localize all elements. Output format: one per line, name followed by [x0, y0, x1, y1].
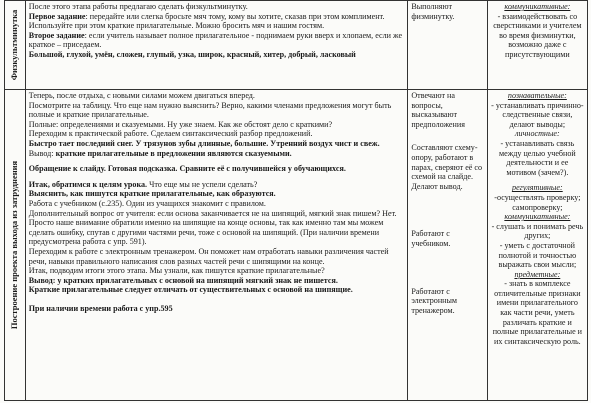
task-label: Первое задание: [28, 11, 86, 21]
student-text: Выполняют физминутку.: [411, 2, 455, 21]
stage-label: Физкультминутка: [9, 9, 20, 81]
task-label: Второе задание: [28, 30, 85, 40]
uud-text: - устанавливать причинно-следственные связи, делают выводы;: [491, 100, 584, 129]
lesson-plan-page: [4, 0, 588, 403]
uud-cell: [487, 90, 587, 401]
teacher-text: Переходим к практической работе. Сделаем синтаксический разбор предложений.: [28, 129, 313, 139]
teacher-text: [29, 12, 405, 31]
student-activity-cell: [408, 90, 487, 401]
spacer: [29, 295, 405, 304]
table-row-physical-break: [5, 1, 588, 90]
teacher-text: [29, 31, 405, 50]
task-text: : передайте или слегка бросьте мяч тому, кому вы хотите, сказав при этом комплимент. Используйте при этом краткие прилагательные. Можно бросить мяч и нашим гостям.: [28, 11, 385, 31]
uud-text: - слушать и понимать речь других;: [491, 221, 584, 241]
student-text: Отвечают на вопросы, высказывают предположения: [411, 91, 465, 129]
uud-text: - устанавливать связь между целью учебной деятельности и ее мотивом (зачем?).: [498, 138, 576, 177]
stage-cell: [5, 90, 26, 401]
uud-text: -осуществлять проверку;: [494, 192, 581, 202]
lesson-table: [4, 0, 588, 401]
teacher-text: [29, 180, 405, 190]
student-activity-cell: [408, 1, 487, 90]
conclusion: Вывод: у кратких прилагательных с основой на шипящий мягкий знак не пишется.: [28, 275, 338, 285]
uud-heading: предметные:: [514, 269, 561, 279]
task-text: : если учитель называет полное прилагательное - поднимаем руки вверх и хлопаем, если же краткое – приседаем.: [28, 30, 403, 50]
conclusion: [29, 149, 405, 159]
teacher-activity-cell: [25, 90, 408, 401]
teacher-text: Переходим к работе с электронным тренажером. Он поможет нам отработать навыки различения частей речи, навыки правильного написания слов разных частей речи с шипящими на конце.: [28, 246, 389, 266]
teacher-activity-cell: [25, 1, 408, 90]
teacher-text: Посмотрите на таблицу. Что еще нам нужно выяснить? Верно, какими членами предложения могут быть полные и краткие прилагательные.: [28, 100, 392, 120]
student-text: Работают с учебником.: [411, 229, 451, 248]
stage-label: Построение проекта выхода из затруднения: [9, 160, 20, 330]
uud-text: - знать в комплексе отличительные признаки имени прилагательного как части речи, уметь различать краткие и полные прилагательные и их синтаксическую роль.: [492, 279, 583, 346]
uud-text: - взаимодействовать со сверстниками и учителем во время физминутки, возможно даже с присутствующими: [493, 11, 582, 59]
teacher-text: Выяснить, как пишутся краткие прилагательные, как образуются.: [28, 189, 276, 199]
goals-text: Что еще мы не успели сделать?: [147, 179, 258, 189]
example-sentences: Быстро тает последний снег. У трязунов зубы длинные, большие. Утренний воздух чист и свеж.: [28, 138, 380, 148]
conclusion: Краткие прилагательные следует отличать от существительных с основой на шипящие.: [28, 285, 353, 295]
teacher-text: Полные: определениями и сказуемыми. Ну уже знаем. Как же обстоят дело с краткими?: [28, 119, 333, 129]
teacher-text: Теперь, после отдыха, с новыми силами можем двигаться вперед.: [28, 91, 255, 100]
uud-text: - уметь с достаточной полнотой и точностью выражать свои мысли;: [498, 240, 577, 270]
conclusion-label: Вывод:: [28, 148, 54, 158]
teacher-text: После этого этапа работы предлагаю сделать физкультминутку.: [28, 2, 248, 11]
teacher-text: Работа с учебником (с.235). Один из учащихся знакомит с правилом.: [28, 198, 266, 208]
conclusion-text: краткие прилагательные в предложении являются сказуемыми.: [53, 148, 292, 158]
uud-cell: [487, 1, 587, 90]
uud-heading: личностные:: [515, 129, 560, 139]
student-text: Составляют схему-опору, работают в парах, сверяют её со схемой на слайде. Делают вывод.: [411, 143, 483, 191]
word-list: Большой, глухой, умён, сложен, глупый, узка, широк, красный, хитер, добрый, ласковый: [28, 49, 356, 59]
slide-note: Обращение к слайду. Готовая подсказка. Сравните её с получившейся у обучающихся.: [28, 164, 346, 174]
table-row-project-building: [5, 90, 588, 401]
stage-cell: [5, 1, 26, 90]
teacher-text: Итак, подводим итоги этого этапа. Мы узнали, как пишутся краткие прилагательные?: [28, 266, 325, 276]
goals-label: Итак, обратимся к целям урока.: [28, 179, 148, 189]
teacher-text: Дополнительный вопрос от учителя: если основа заканчивается не на шипящий, мягкий знак пишем? Нет. Просто наше внимание обратили именно на шипящие на конце основы, так как именно там мы можем сделать ошибку, спутав с другими частями речи, тоже с основой на шипящий. (При наличии времени предусмотрена работа с упр. 591).: [28, 208, 397, 247]
uud-heading: познавательные:: [507, 91, 567, 100]
uud-heading: коммуникативные:: [504, 212, 571, 222]
extra-exercise: При наличии времени работа с упр.595: [28, 303, 173, 313]
uud-heading: регулятивные:: [512, 183, 563, 193]
student-text: Работают с электронным тренажером.: [411, 286, 458, 315]
uud-text: самопроверку;: [512, 202, 563, 212]
uud-heading: коммуникативные:: [504, 2, 571, 11]
